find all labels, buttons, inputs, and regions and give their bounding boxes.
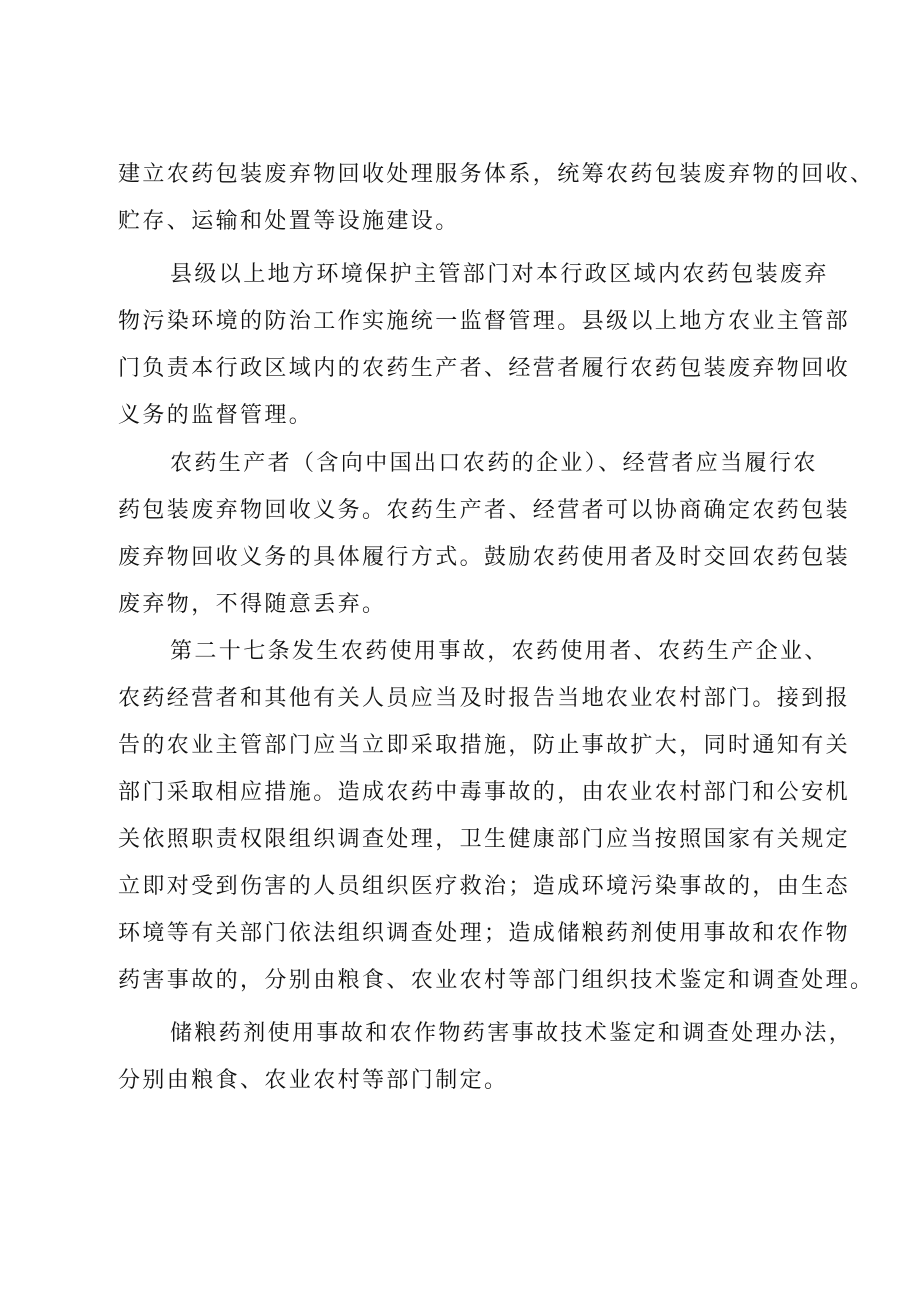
text-line: 废弃物，不得随意丢弃。: [118, 592, 387, 617]
text-line: 县级以上地方环境保护主管部门对本行政区域内农药包装废弃: [170, 262, 829, 287]
text-line: 部门采取相应措施。造成农药中毒事故的，由农业农村部门和公安机: [118, 780, 851, 805]
text-line: 第二十七条发生农药使用事故，农药使用者、农药生产企业、: [170, 639, 829, 664]
text-line: 储粮药剂使用事故和农作物药害事故技术鉴定和调查处理办法，: [170, 1021, 854, 1046]
text-line: 义务的监督管理。: [118, 403, 314, 428]
text-line: 告的农业主管部门应当立即采取措施，防止事故扩大，同时通知有关: [118, 733, 851, 758]
text-line: 废弃物回收义务的具体履行方式。鼓励农药使用者及时交回农药包装: [118, 545, 851, 570]
text-line: 贮存、运输和处置等设施建设。: [118, 209, 460, 234]
text-line: 立即对受到伤害的人员组织医疗救治；造成环境污染事故的，由生态: [118, 874, 851, 899]
text-line: 农药生产者（含向中国出口农药的企业）、经营者应当履行农: [170, 451, 818, 476]
text-line: 关依照职责权限组织调查处理，卫生健康部门应当按照国家有关规定: [118, 827, 851, 852]
text-line: 环境等有关部门依法组织调查处理；造成储粮药剂使用事故和农作物: [118, 921, 851, 946]
text-line: 药害事故的，分别由粮食、农业农村等部门组织技术鉴定和调查处理。: [118, 968, 875, 993]
text-line: 药包装废弃物回收义务。农药生产者、经营者可以协商确定农药包装: [118, 498, 851, 523]
text-line: 门负责本行政区域内的农药生产者、经营者履行农药包装废弃物回收: [118, 356, 851, 381]
text-line: 分别由粮食、农业农村等部门制定。: [118, 1068, 509, 1093]
text-line: 物污染环境的防治工作实施统一监督管理。县级以上地方农业主管部: [118, 309, 851, 334]
text-line: 建立农药包装废弃物回收处理服务体系，统筹农药包装废弃物的回收、: [118, 162, 875, 187]
text-line: 农药经营者和其他有关人员应当及时报告当地农业农村部门。接到报: [118, 686, 851, 711]
